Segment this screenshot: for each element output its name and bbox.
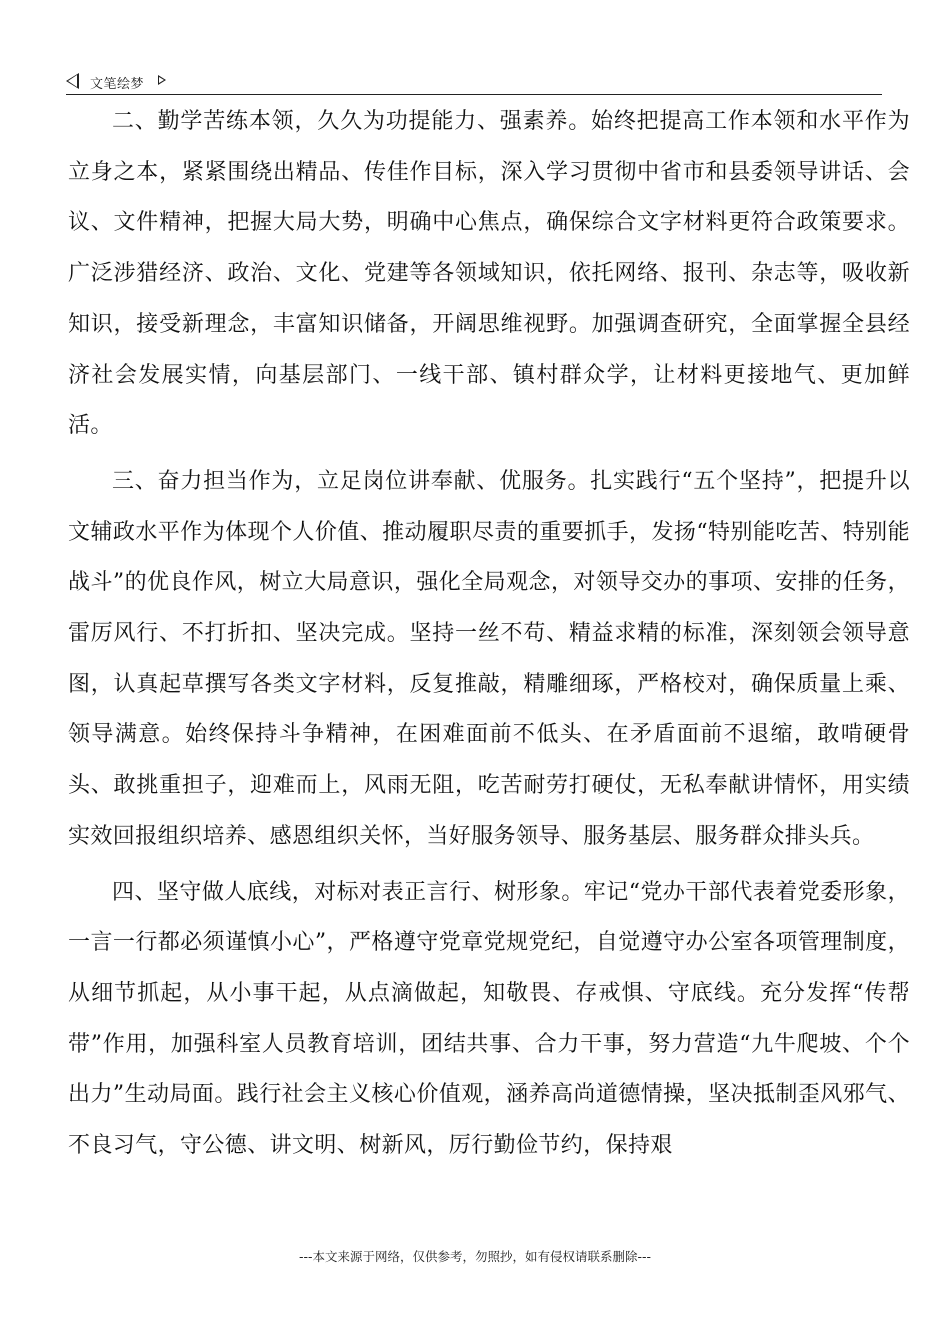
- page-header: [66, 72, 882, 95]
- page-footer: ---本文来源于网络，仅供参考，勿照抄，如有侵权请联系删除---: [298, 1249, 652, 1264]
- triangle-right-icon: [158, 75, 166, 85]
- triangle-left-icon: [66, 73, 79, 89]
- paragraph-2: 二、勤学苦练本领，久久为功提能力、强素养。始终把提高工作本领和水平作为立身之本，紧紧围绕出精品、传佳作目标，深入学习贯彻中省市和县委领导讲话、会议、文件精神，把握大局大势，明确中心焦点，确保综合文字材料更符合政策要求。广泛涉猎经济、政治、文化、党建等各领域知识，依托网络、报刊、杂志等，吸收新知识，接受新理念，丰富知识储备，开阔思维视野。加强调查研究，全面掌握全县经济社会发展实情，向基层部门、一线干部、镇村群众学，让材料更接地气、更加鲜活。: [68, 109, 910, 439]
- paragraph-3: 三、奋力担当作为，立足岗位讲奉献、优服务。扎实践行“五个坚持”，把提升以文辅政水平作为体现个人价值、推动履职尽责的重要抓手，发扬“特别能吃苦、特别能战斗”的优良作风，树立大局意识，强化全局观念，对领导交办的事项、安排的任务，雷厉风行、不打折扣、坚决完成。坚持一丝不苟、精益求精的标准，深刻领会领导意图，认真起草撰写各类文字材料，反复推敲，精雕细琢，严格校对，确保质量上乘、领导满意。始终保持斗争精神，在困难面前不低头、在矛盾面前不退缩，敢啃硬骨头、敢挑重担子，迎难而上，风雨无阻，吃苦耐劳打硬仗，无私奉献讲情怀，用实绩实效回报组织培养、感恩组织关怀，当好服务领导、服务基层、服务群众排头兵。: [68, 468, 910, 849]
- header-title: 文笔绘梦: [90, 77, 145, 92]
- document-body: [68, 97, 910, 1177]
- paragraph-4: 四、坚守做人底线，对标对表正言行、树形象。牢记“党办干部代表着党委形象，一言一行都必须谨慎小心”，严格遵守党章党规党纪，自觉遵守办公室各项管理制度，从细节抓起，从小事干起，从点滴做起，知敬畏、存戒惧、守底线。充分发挥“传帮带”作用，加强科室人员教育培训，团结共事、合力干事，努力营造“九牛爬坡、个个出力”生动局面。践行社会主义核心价值观，涵养高尚道德情操，坚决抵制歪风邪气、不良习气，守公德、讲文明、树新风，厉行勤俭节约，保持艰: [68, 879, 910, 1159]
